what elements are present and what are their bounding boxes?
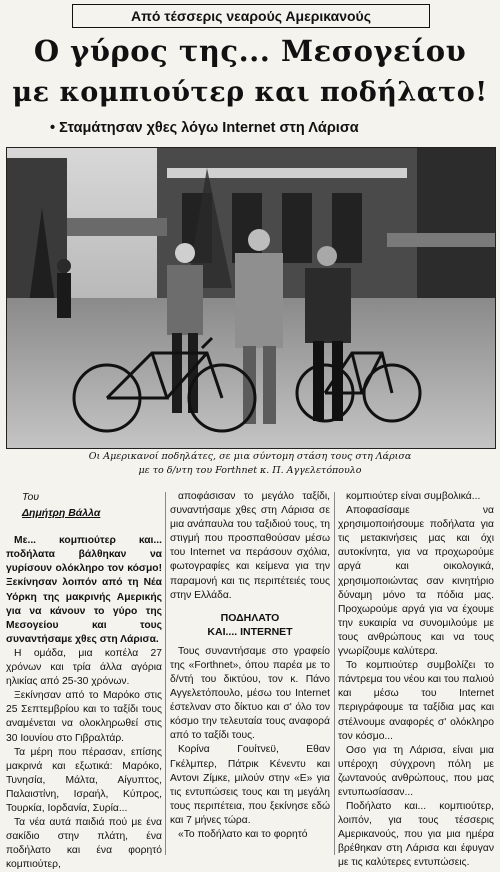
- paragraph: Ποδήλατο και... κομπιούτερ, λοιπόν, για τους τέσσερις Αμερικανούς, που για μια ημέρα βρέθηκαν στη Λάρισα και έφυγαν με τις καλύτερες εντυπώσεις.: [338, 801, 494, 869]
- paragraph: Τα νέα αυτά παιδιά πού με ένα σακίδιο στην πλάτη, ένα ποδήλατο και ένα φορητό κομπιούτερ,: [6, 817, 162, 871]
- article-column-2: [170, 490, 330, 857]
- lead-paragraph: Με... κομπιούτερ και... ποδήλατα βάλθηκαν να γυρίσουν ολόκληρο τον κόσμο! Ξεκίνησαν λοιπόν από τη Νέα Υόρκη της μακρινής Αμερικής για να κάνουν το γύρο της Μεσογείου και τους συναντήσαμε χθες στη Λάρισα.: [6, 535, 162, 645]
- paragraph: αποφάσισαν το μεγάλο ταξίδι, συναντήσαμε χθες στη Λάρισα σε μια ανάπαυλα του ταξιδιού τους, τη στιγμή που προσπαθούσαν μέσω του Internet να περάσουν σχόλια, φωτογραφίες και κείμενα για την παραμονή και τις περιπέτειές τους στην Ελλάδα.: [170, 491, 330, 601]
- section-subhead-line-2: ΚΑΙ.... INTERNET: [207, 625, 293, 638]
- paragraph: Το κομπιούτερ συμβολίζει το πάντρεμα του νέου και του παλιού και μέσω του Internet περιγράφουμε τα ταξίδια μας και στέλνουμε αναφορές σ' ολόκληρο τον κόσμο...: [338, 660, 494, 742]
- photo-caption-line-1: Οι Αμερικανοί ποδηλάτες, σε μια σύντομη στάση τους στη Λάρισα: [88, 451, 412, 462]
- paragraph: Η ομάδα, μια κοπέλα 27 χρόνων και τρία άλλα αγόρια ηλικίας από 25-30 χρόνων.: [6, 647, 162, 688]
- paragraph: Ξεκίνησαν από το Μαρόκο στις 25 Σεπτεμβρίου και το ταξίδι τους αναμένεται να ολοκληρωθεί στις 30 Ιουνίου στο Γιβραλτάρ.: [6, 690, 162, 744]
- headline-line-2: με κομπιούτερ και ποδήλατο!: [12, 77, 488, 108]
- headline-line-1: Ο γύρος της... Μεσογείου: [33, 34, 467, 68]
- paragraph: Οσο για τη Λάρισα, είναι μια υπέροχη σύγχρονη πόλη με ζωντανούς ανθρώπους, που μας εντυπωσίασαν...: [338, 744, 494, 798]
- paragraph: Τους συναντήσαμε στο γραφείο της «Forthnet», όπου παρέα με το δ/ντή του δικτύου, τον κ. Πάνο Αγγελετόπουλο, μέσω του Internet έστελναν στο δίκτυο και σ' όλο τον κόσμο την τελευταία τους αναφορά από το ταξίδι τους.: [170, 645, 330, 742]
- news-photo: [6, 147, 496, 449]
- subheadline: • Σταμάτησαν χθες λόγω Internet στη Λάρισα: [50, 120, 359, 136]
- paragraph: Κορίνα Γουίτνεϋ, Εθαν Γκέλμπερ, Πάτρικ Κένεντυ και Αντονι Ζίμκε, μιλούν στην «Ε» για τις εντυπώσεις τους και τη μεγάλη τους περιπέτεια, που ξεκίνησε εδώ και 7 μήνες τώρα.: [170, 744, 330, 826]
- section-subhead-line-1: ΠΟΔΗΛΑΤΟ: [220, 611, 280, 624]
- paragraph: κομπιούτερ είναι συμβολικά...: [346, 491, 481, 502]
- column-divider: [165, 492, 166, 855]
- paragraph: Αποφασίσαμε να χρησιμοποιήσουμε ποδήλατα για τις μετακινήσεις μας και όχι αυτοκίνητα, για να προχωρούμε αργά και οικολογικά, χρησιμοποιώντας σαν κινητήριο δύναμη μόνο τα πόδια μας. Προχωρούμε αργά για να έχουμε την ευκαιρία να συνομιλούμε με τους ανθρώπους και να τους γνωρίζουμε καλύτερα.: [338, 505, 494, 658]
- column-divider: [334, 492, 335, 855]
- photo-caption: [30, 450, 470, 478]
- article-column-1: [6, 490, 162, 871]
- byline-name: Δημήτρη Βάλλα: [22, 507, 101, 520]
- section-subhead: [170, 611, 330, 639]
- paragraph: «Το ποδήλατο και το φορητό: [178, 828, 308, 840]
- byline-label: Του: [22, 491, 40, 503]
- photo-caption-line-2: με το δ/ντη του Forthnet κ. Π. Αγγελετόπουλο: [138, 465, 362, 476]
- cyclists-photo-illustration: [7, 148, 495, 448]
- kicker: Από τέσσερις νεαρούς Αμερικανούς: [72, 4, 430, 28]
- article-column-3: [338, 490, 494, 869]
- paragraph: Τα μέρη που πέρασαν, επίσης μακρινά και εξωτικά: Μαρόκο, Τυνησία, Μάλτα, Αίγυπτος, Παλαιστίνη, Ισραήλ, Κύπρος, Τουρκία, Ιορδανία, Συρία...: [6, 746, 162, 814]
